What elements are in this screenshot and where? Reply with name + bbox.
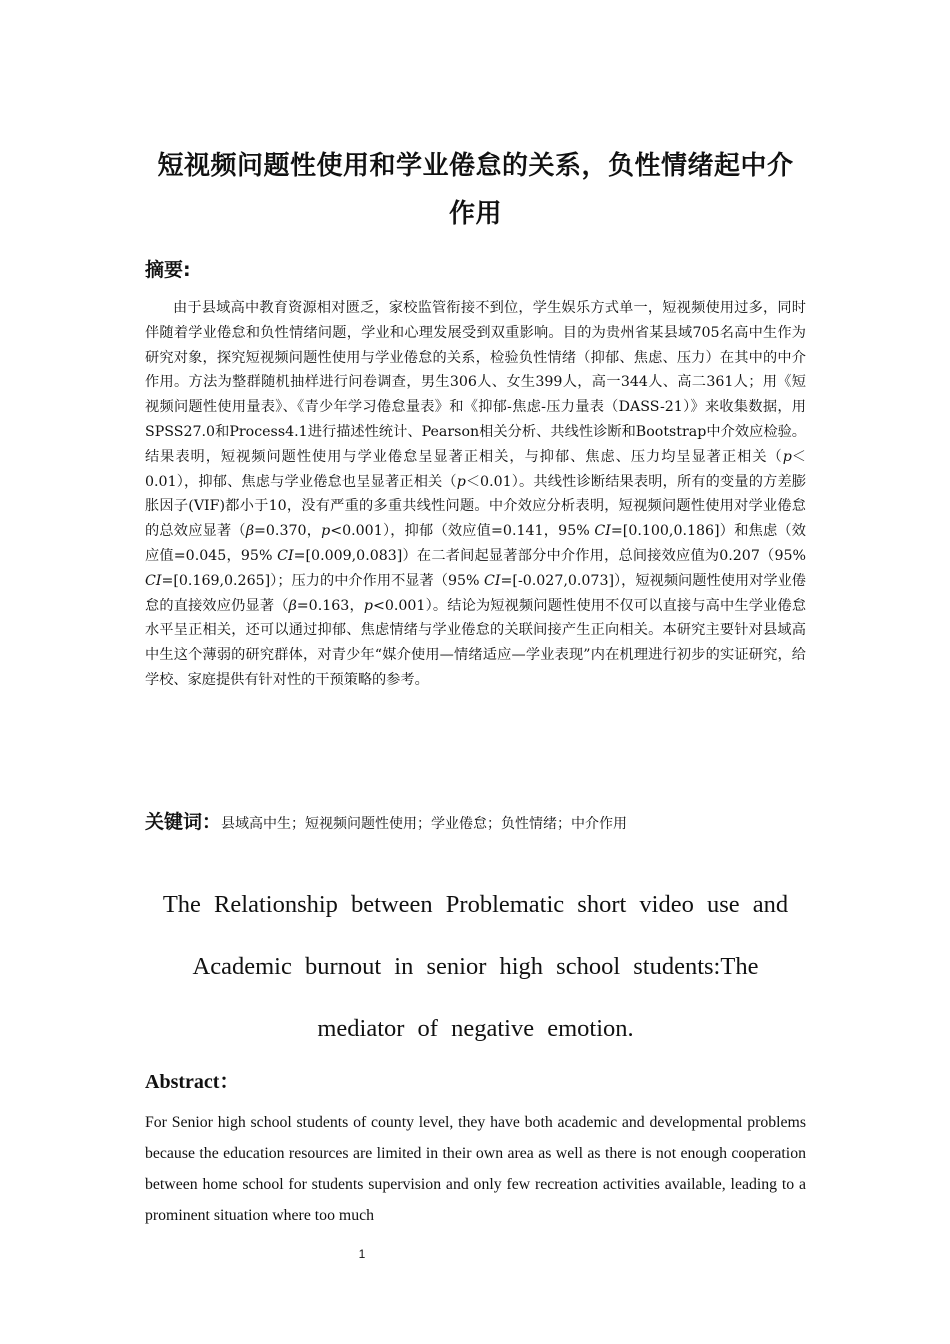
english-title: The Relationship between Problematic short video use and Academic burnout in senior high school students:The mediator of negative emotion.	[162, 891, 789, 1042]
stat-symbol: CI	[484, 572, 501, 589]
abstract-segment: =[-0.027,0.073]），短视频问题性使用对学业倦怠的直接效应仍显著（	[145, 572, 806, 614]
english-abstract-heading: Abstract：	[145, 1071, 240, 1093]
stat-symbol: CI	[594, 523, 611, 540]
chinese-title: 短视频问题性使用和学业倦怠的关系，负性情绪起中介作用	[157, 151, 794, 229]
abstract-segment: 由于县域高中教育资源相对匮乏，家校监管衔接不到位，学生娱乐方式单一，短视频使用过多，同时伴随着学业倦怠和负性情绪问题，学业和心理发展受到双重影响。目的为贵州省某县域705名高中生作为研究对象，探究短视频问题性使用与学业倦怠的关系，检验负性情绪（抑郁、焦虑、压力）在其中的中介作用。方法为整群随机抽样进行问卷调查，男生306人、女生399人，高一344人、高二361人；用《短视频问题性使用量表》、《青少年学习倦怠量表》和《抑郁-焦虑-压力量表（DASS-21）》来收集数据，用SPSS27.0和Process4.1进行描述性统计、Pearson相关分析、共线性诊断和Bootstrap中介效应检验。结果表明，短视频问题性使用与学业倦怠呈显著正相关，与抑郁、焦虑、压力均呈显著正相关（	[145, 300, 806, 465]
stat-symbol: p	[321, 523, 331, 540]
stat-symbol: p	[456, 473, 466, 490]
stat-symbol: CI	[277, 547, 294, 564]
stat-symbol: CI	[145, 572, 162, 589]
abstract-segment: ＜0.01），抑郁、焦虑与学业倦怠也呈显著正相关（	[145, 448, 806, 490]
abstract-segment: =0.370，	[254, 523, 322, 540]
abstract-segment: ＜0.01）。共线性诊断结果表明，所有的变量的方差膨胀因子(VIF)都小于10，没有严重的多重共线性问题。中介效应分析表明，短视频问题性使用对学业倦怠的总效应显著（	[145, 473, 806, 540]
abstract-segment: <0.001）。结论为短视频问题性使用不仅可以直接与高中生学业倦怠水平呈正相关，还可以通过抑郁、焦虑情绪与学业倦怠的关联间接产生正向相关。本研究主要针对县域高中生这个薄弱的研究群体，对青少年“媒介使用—情绪适应—学业表现”内在机理进行初步的实证研究，给学校、家庭提供有针对性的干预策略的参考。	[145, 597, 807, 688]
english-abstract-body: For Senior high school students of county level, they have both academic and developmental problems because the education resources are limited in their own area as well as there is not enough cooperation between home school for students supervision and only few recreation activities available, leading to a prominent situation where too much	[145, 1114, 806, 1224]
stat-symbol: p	[363, 597, 373, 614]
abstract-segment: =[0.009,0.083]）在二者间起显著部分中介作用，总间接效应值为0.207（95%	[293, 547, 806, 564]
page-number: 1	[358, 1247, 366, 1261]
abstract-segment: =[0.169,0.265]）；压力的中介作用不显著（95%	[161, 572, 485, 589]
stat-symbol: β	[245, 523, 255, 540]
stat-symbol: β	[288, 597, 297, 614]
chinese-keywords	[145, 808, 806, 838]
chinese-abstract-heading: 摘要:	[145, 259, 191, 281]
abstract-segment: =0.163，	[296, 597, 364, 614]
abstract-segment: =[0.100,0.186]）和焦虑（效应值=0.045，95%	[145, 523, 806, 564]
keywords-label: 关键词：	[145, 811, 222, 833]
keywords-text: 县域高中生；短视频问题性使用；学业倦怠；负性情绪；中介作用	[221, 816, 628, 832]
paper-page	[145, 0, 806, 1344]
stat-symbol: p	[782, 448, 792, 465]
chinese-abstract-body	[145, 296, 806, 693]
abstract-segment: <0.001），抑郁（效应值=0.141，95%	[330, 523, 595, 540]
